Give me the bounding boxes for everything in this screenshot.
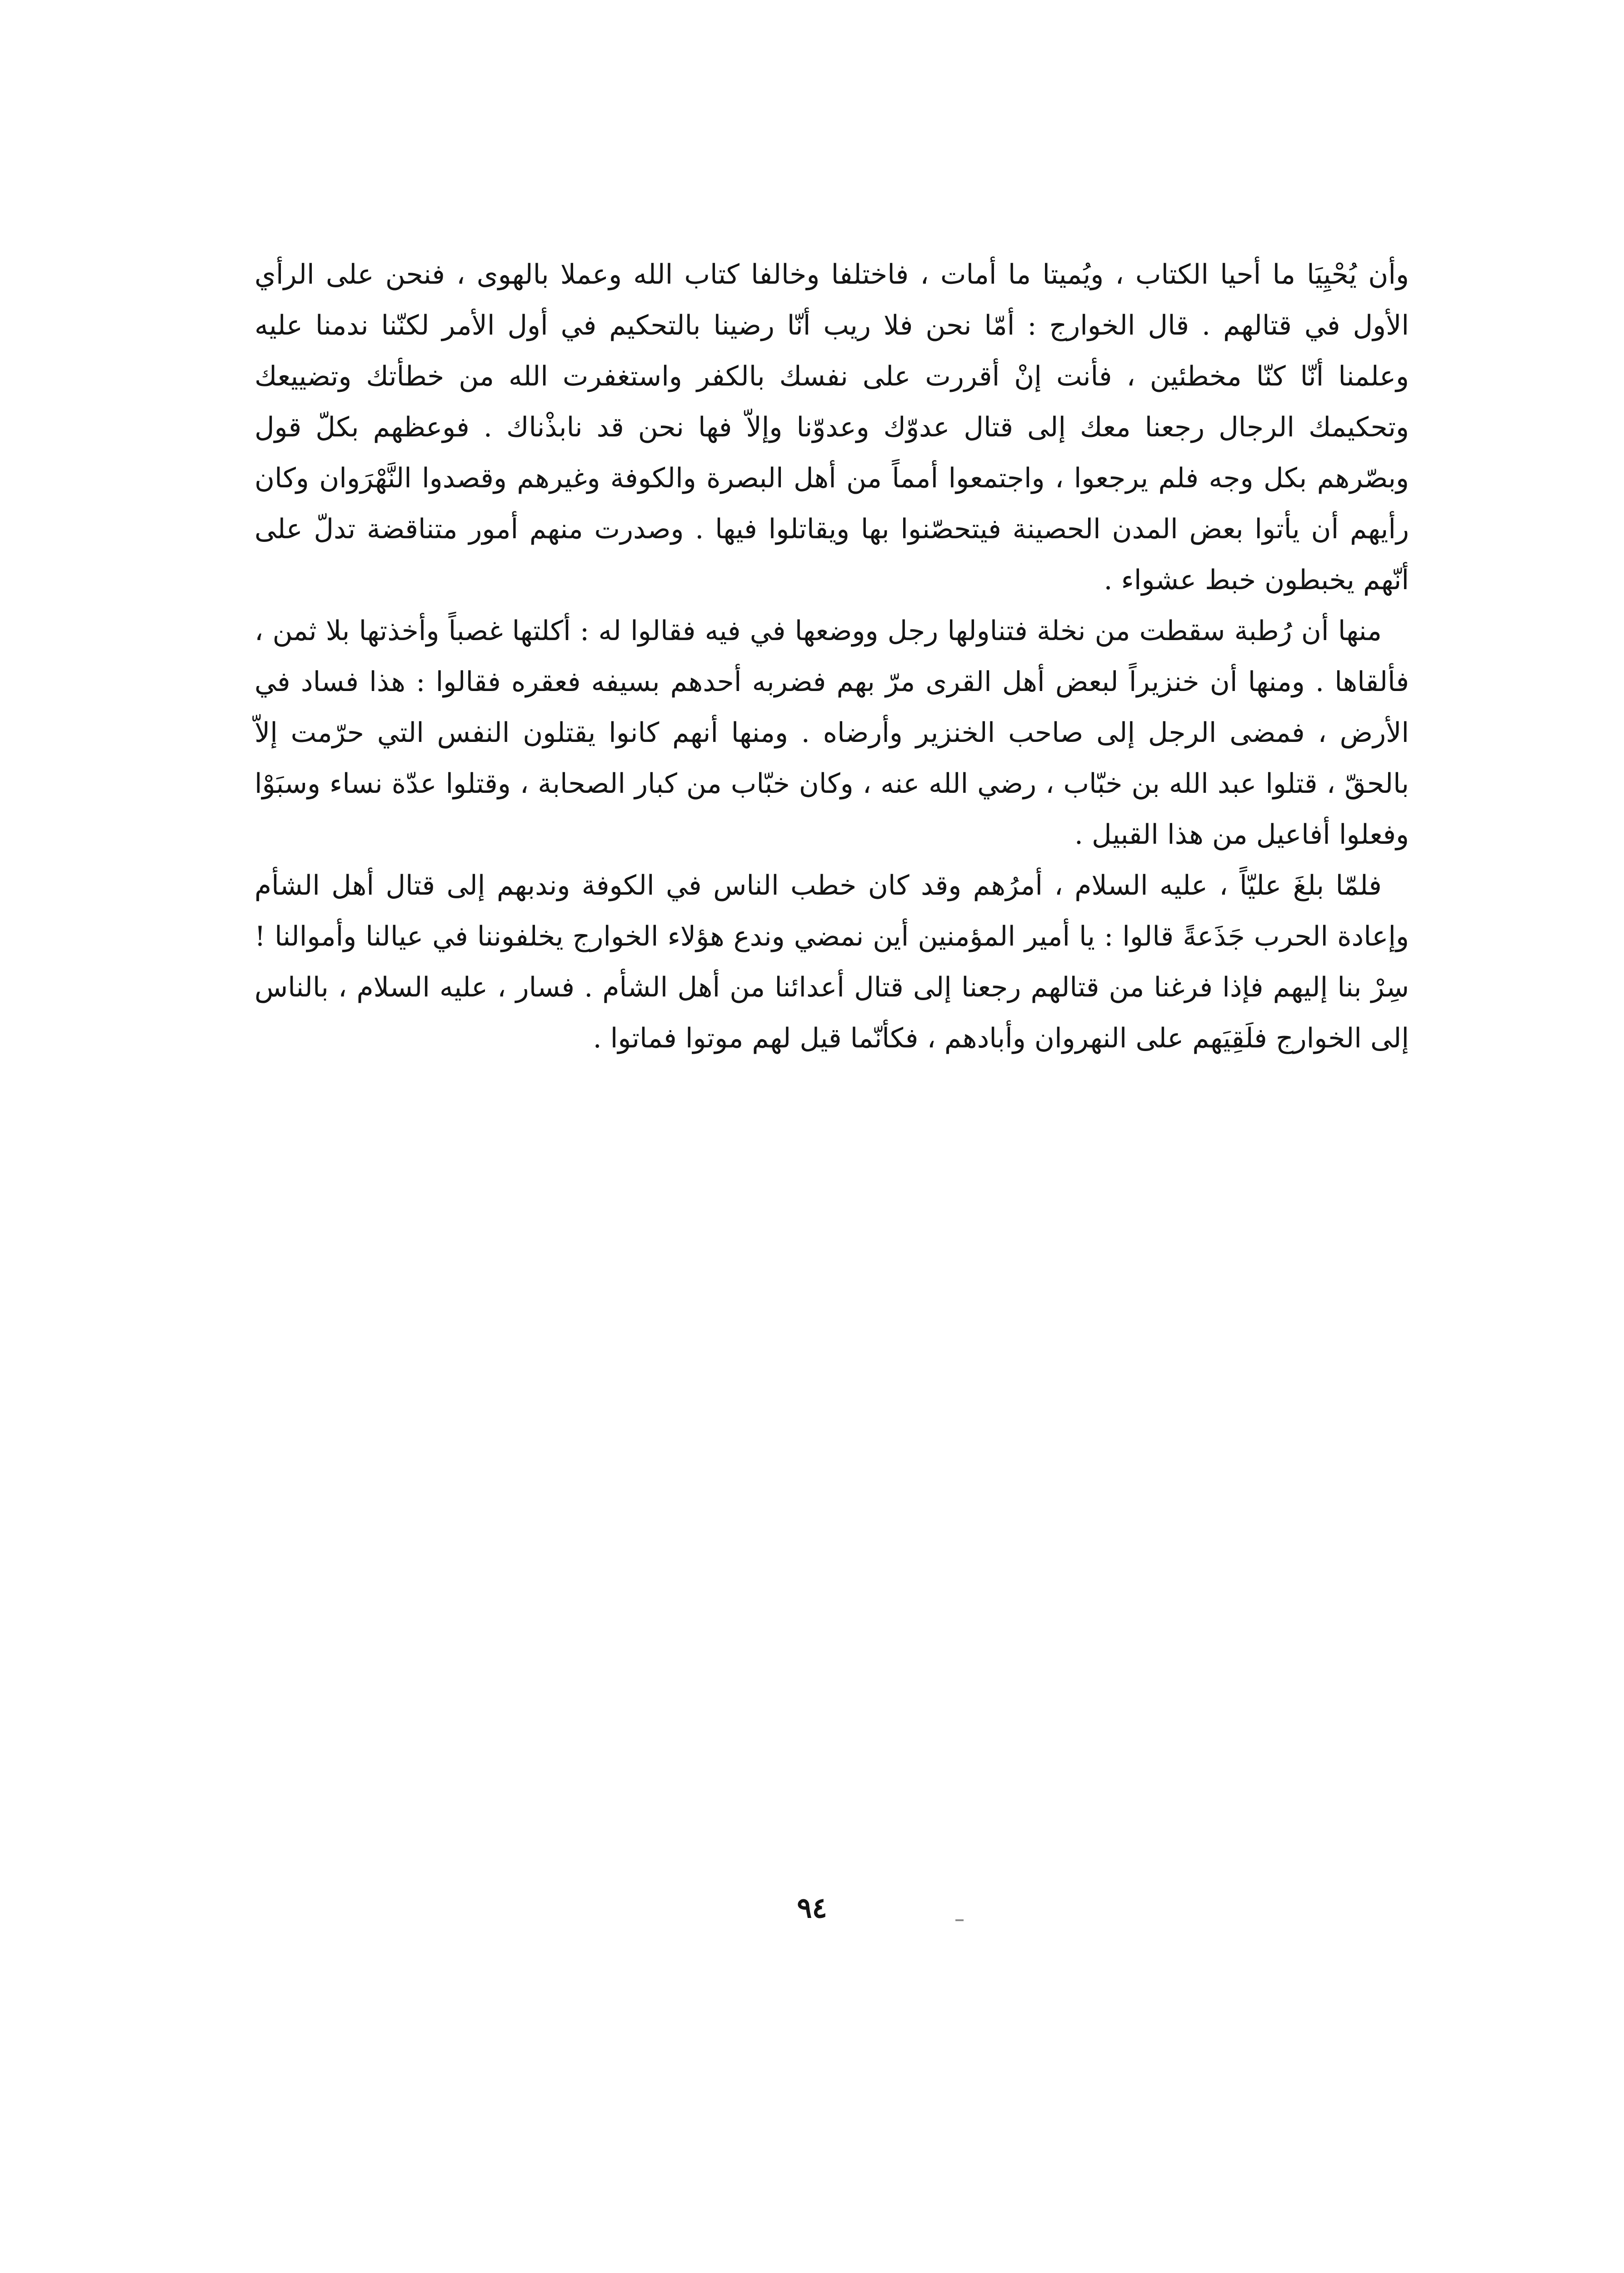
body-text bbox=[255, 249, 1409, 1064]
page-number: ٩٤ bbox=[797, 1891, 827, 1924]
scan-speck bbox=[955, 1919, 964, 1921]
paragraph-1: وأن يُحْيِيَا ما أحيا الكتاب ، ويُميتا ما أمات ، فاختلفا وخالفا كتاب الله وعملا بالهوى ، فنحن على الرأي الأول في قتالهم . قال الخوارج : أمّا نحن فلا ريب أنّا رضينا بالتحكيم في أول الأمر لكنّنا ندمنا عليه وعلمنا أنّا كنّا مخطئين ، فأنت إنْ أقررت على نفسك بالكفر واستغفرت الله من خطأتك وتضييعك وتحكيمك الرجال رجعنا معك إلى قتال عدوّك وعدوّنا وإلاّ فها نحن قد نابذْناك . فوعظهم بكلّ قول وبصّرهم بكل وجه فلم يرجعوا ، واجتمعوا أمماً من أهل البصرة والكوفة وغيرهم وقصدوا النَّهْرَوان وكان رأيهم أن يأتوا بعض المدن الحصينة فيتحصّنوا بها ويقاتلوا فيها . وصدرت منهم أمور متناقضة تدلّ على أنّهم يخبطون خبط عشواء . bbox=[255, 259, 1409, 596]
paragraph-2: منها أن رُطبة سقطت من نخلة فتناولها رجل ووضعها في فيه فقالوا له : أكلتها غصباً وأخذتها بلا ثمن ، فألقاها . ومنها أن خنزيراً لبعض أهل القرى مرّ بهم فضربه أحدهم بسيفه فعقره فقالوا : هذا فساد في الأرض ، فمضى الرجل إلى صاحب الخنزير وأرضاه . ومنها أنهم كانوا يقتلون النفس التي حرّمت إلاّ بالحقّ ، قتلوا عبد الله بن خبّاب ، رضي الله عنه ، وكان خبّاب من كبار الصحابة ، وقتلوا عدّة نساء وسبَوْا وفعلوا أفاعيل من هذا القبيل . bbox=[255, 615, 1409, 851]
paragraph-3: فلمّا بلغَ عليّاً ، عليه السلام ، أمرُهم وقد كان خطب الناس في الكوفة وندبهم إلى قتال أهل الشأم وإعادة الحرب جَذَعةً قالوا : يا أمير المؤمنين أين نمضي وندع هؤلاء الخوارج يخلفوننا في عيالنا وأموالنا ! سِرْ بنا إليهم فإذا فرغنا من قتالهم رجعنا إلى قتال أعدائنا من أهل الشأم . فسار ، عليه السلام ، بالناس إلى الخوارج فلَقِيَهم على النهروان وأبادهم ، فكأنّما قيل لهم موتوا فماتوا . bbox=[255, 870, 1409, 1054]
